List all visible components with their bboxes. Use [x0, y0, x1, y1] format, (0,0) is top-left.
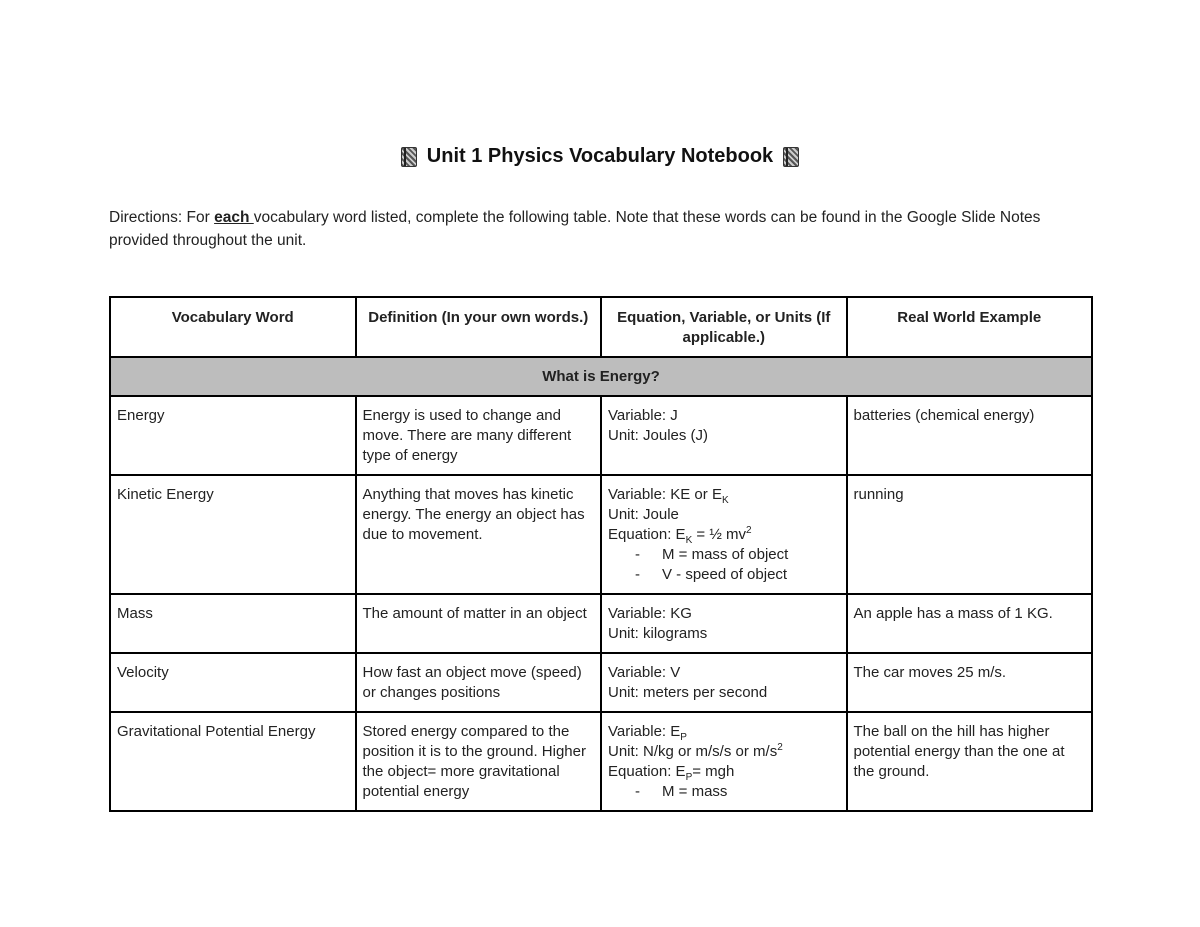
header-example: Real World Example	[847, 297, 1093, 357]
table-row	[110, 475, 1092, 594]
header-equation: Equation, Variable, or Units (If applicable.)	[601, 297, 847, 357]
unit-line: Unit: kilograms	[608, 625, 708, 642]
table-row	[110, 653, 1092, 712]
equation-body: = ½ mv	[692, 526, 747, 543]
cell-example: The ball on the hill has higher potential energy than the one at the ground.	[847, 712, 1093, 811]
variable-line: Variable: J	[608, 407, 678, 424]
notebook-icon	[401, 147, 417, 167]
table-row	[110, 712, 1092, 811]
cell-definition: Stored energy compared to the position it is to the ground. Higher the object= more gravitational potential energy	[356, 712, 602, 811]
cell-example: running	[847, 475, 1093, 594]
list-item-text: V - speed of object	[662, 566, 788, 583]
table-row	[110, 396, 1092, 475]
cell-definition: The amount of matter in an object	[356, 594, 602, 653]
cell-word: Kinetic Energy	[110, 475, 356, 594]
equation-subscript: P	[685, 772, 693, 783]
notebook-icon	[783, 147, 799, 167]
variable-text: Variable: E	[608, 723, 681, 740]
section-title: What is Energy?	[110, 357, 1092, 396]
section-row	[110, 357, 1092, 396]
cell-word: Gravitational Potential Energy	[110, 712, 356, 811]
list-item	[608, 782, 840, 802]
equation-line	[608, 525, 840, 545]
table-row	[110, 594, 1092, 653]
directions-suffix: vocabulary word listed, complete the following table. Note that these words can be found in the Google Slide Notes provided throughout the unit.	[109, 209, 1041, 249]
cell-equation	[601, 712, 847, 811]
unit-line	[608, 742, 840, 762]
variable-text: Variable: KE or E	[608, 486, 722, 503]
variable-line: Variable: KG	[608, 605, 692, 622]
cell-equation	[601, 653, 847, 712]
variable-line	[608, 722, 840, 742]
unit-line: Unit: Joule	[608, 506, 679, 523]
directions	[109, 206, 1099, 252]
header-vocabulary-word: Vocabulary Word	[110, 297, 356, 357]
unit-line: Unit: meters per second	[608, 684, 768, 701]
variable-line	[608, 485, 840, 505]
cell-example: The car moves 25 m/s.	[847, 653, 1093, 712]
variable-subscript: P	[680, 732, 687, 743]
table-header-row	[110, 297, 1092, 357]
equation-line	[608, 762, 840, 782]
bullet-dash: -	[635, 783, 640, 800]
cell-word: Energy	[110, 396, 356, 475]
cell-example: batteries (chemical energy)	[847, 396, 1093, 475]
cell-example: An apple has a mass of 1 KG.	[847, 594, 1093, 653]
list-item-text: M = mass of object	[662, 546, 789, 563]
bullet-dash: -	[635, 546, 640, 563]
list-item	[608, 545, 840, 565]
directions-prefix: Directions: For	[109, 209, 215, 226]
cell-definition: Anything that moves has kinetic energy. The energy an object has due to movement.	[356, 475, 602, 594]
cell-definition: How fast an object move (speed) or changes positions	[356, 653, 602, 712]
cell-word: Velocity	[110, 653, 356, 712]
bullet-dash: -	[635, 566, 640, 583]
unit-superscript: 2	[777, 742, 783, 753]
variable-subscript: K	[721, 495, 729, 506]
cell-equation	[601, 594, 847, 653]
unit-text: Unit: N/kg or m/s/s or m/s	[608, 743, 778, 760]
list-item-text: M = mass	[662, 783, 728, 800]
equation-subscript: K	[685, 535, 693, 546]
header-definition: Definition (In your own words.)	[356, 297, 602, 357]
vocabulary-table	[109, 296, 1093, 812]
page-title	[0, 145, 1200, 168]
cell-definition: Energy is used to change and move. There are many different type of energy	[356, 396, 602, 475]
title-text: Unit 1 Physics Vocabulary Notebook	[426, 145, 774, 167]
list-item	[608, 565, 840, 585]
cell-equation	[601, 396, 847, 475]
equation-superscript: 2	[746, 525, 752, 536]
equation-text: Equation: E	[608, 526, 686, 543]
cell-word: Mass	[110, 594, 356, 653]
variable-line: Variable: V	[608, 664, 681, 681]
cell-equation	[601, 475, 847, 594]
equation-text: Equation: E	[608, 763, 686, 780]
unit-line: Unit: Joules (J)	[608, 427, 709, 444]
equation-body: = mgh	[692, 763, 735, 780]
directions-emphasis: each	[214, 209, 254, 226]
